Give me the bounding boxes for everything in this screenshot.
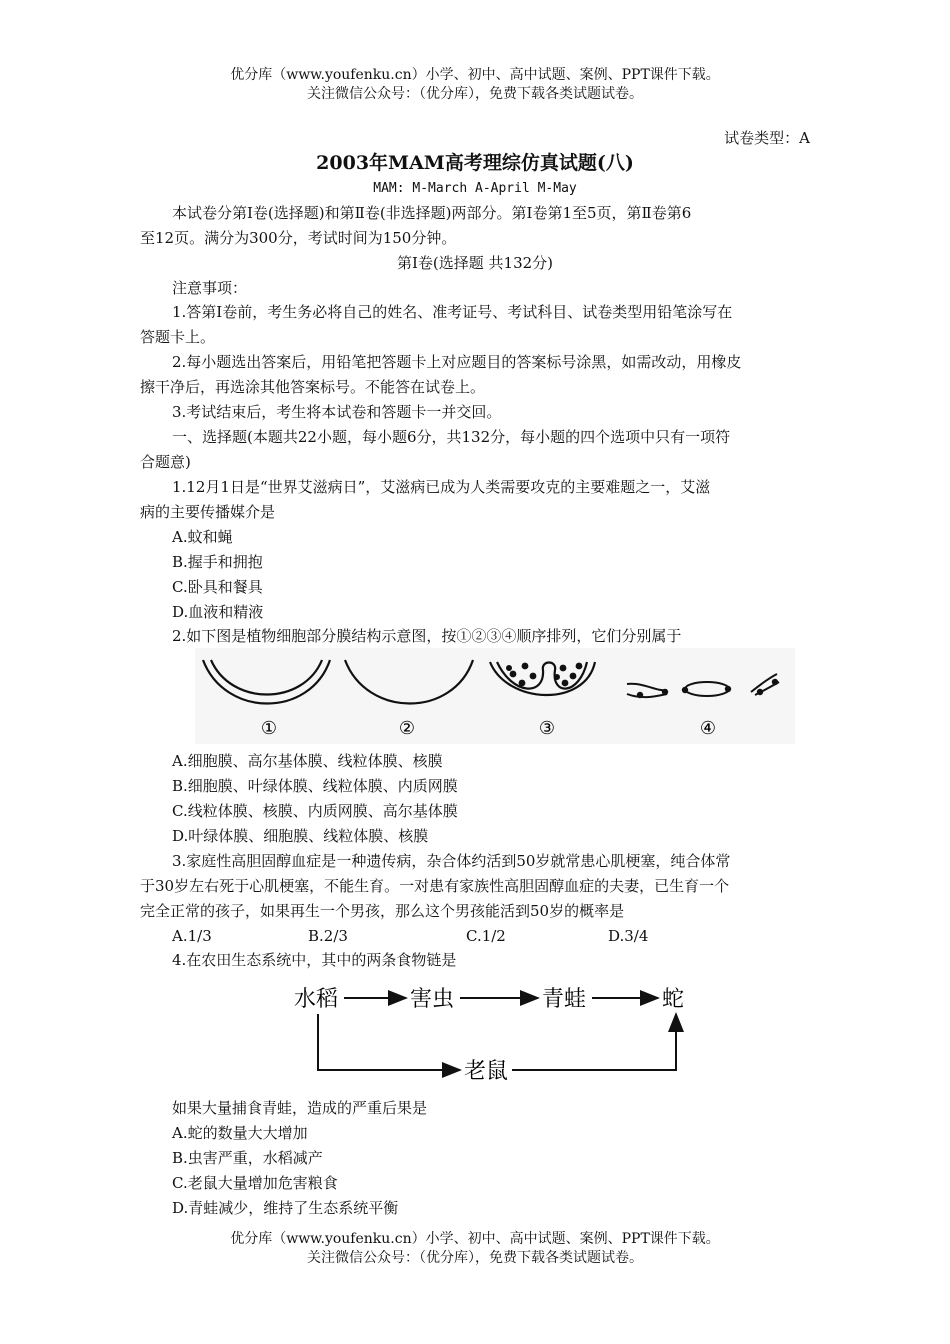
- q1-option-a: A.蚊和蝇: [172, 528, 233, 546]
- paper-type: 试卷类型：A: [724, 129, 810, 147]
- note-1-line-1: 1.答第Ⅰ卷前，考生务必将自己的姓名、准考证号、考试科目、试卷类型用铅笔涂写在: [172, 303, 733, 321]
- q4-follow: 如果大量捕食青蛙，造成的严重后果是: [172, 1099, 428, 1117]
- figure-label-1: ①: [260, 718, 278, 739]
- q4-option-d: D.青蛙减少，维持了生态系统平衡: [172, 1199, 399, 1217]
- food-chain-diagram: [280, 976, 700, 1088]
- header-line-2: 关注微信公众号：（优分库），免费下载各类试题试卷。: [307, 86, 643, 102]
- note-2-line-2: 擦干净后，再选涂其他答案标号。不能答在试卷上。: [140, 378, 486, 396]
- q3-option-d: D.3/4: [608, 927, 649, 945]
- q1-option-d: D.血液和精液: [172, 603, 264, 621]
- note-2-line-1: 2.每小题选出答案后，用铅笔把答题卡上对应题目的答案标号涂黑，如需改动，用橡皮: [172, 353, 742, 371]
- figure-label-4: ④: [699, 718, 717, 739]
- part-1-line-1: 一、选择题(本题共22小题，每小题6分，共132分，每小题的四个选项中只有一项符: [172, 428, 731, 446]
- q4-option-a: A.蛇的数量大大增加: [172, 1124, 308, 1142]
- note-3: 3.考试结束后，考生将本试卷和答题卡一并交回。: [172, 403, 502, 421]
- arrow-rice-mouse: [318, 1014, 460, 1070]
- q2-option-a: A.细胞膜、高尔基体膜、线粒体膜、核膜: [172, 752, 443, 770]
- page-title: 2003年MAM高考理综仿真试题(八): [316, 152, 634, 174]
- chain-mouse: 老鼠: [464, 1059, 509, 1084]
- chain-pest: 害虫: [410, 987, 455, 1012]
- part-1-line-2: 合题意): [140, 453, 191, 471]
- q4-stem: 4.在农田生态系统中，其中的两条食物链是: [172, 951, 457, 969]
- intro-line-2: 至12页。满分为300分，考试时间为150分钟。: [140, 229, 457, 247]
- q1-option-c: C.卧具和餐具: [172, 578, 263, 596]
- footer-line-2: 关注微信公众号：（优分库），免费下载各类试题试卷。: [307, 1250, 643, 1266]
- figure-label-3: ③: [538, 718, 556, 739]
- chain-rice: 水稻: [294, 987, 339, 1012]
- subtitle: MAM: M-March A-April M-May: [373, 181, 577, 196]
- q3-stem-line-2: 于30岁左右死于心肌梗塞，不能生育。一对患有家族性高胆固醇血症的夫妻，已生育一个: [140, 877, 730, 895]
- membrane-structure-figure: [195, 648, 795, 744]
- q3-stem-line-3: 完全正常的孩子，如果再生一个男孩，那么这个男孩能活到50岁的概率是: [140, 902, 625, 920]
- header-line-1: 优分库（www.youfenku.cn）小学、初中、高中试题、案例、PPT课件下载。: [230, 67, 720, 83]
- footer-line-1: 优分库（www.youfenku.cn）小学、初中、高中试题、案例、PPT课件下载。: [230, 1231, 720, 1247]
- section-title: 第Ⅰ卷(选择题 共132分): [396, 254, 554, 272]
- chain-frog: 青蛙: [542, 987, 587, 1012]
- q3-option-c: C.1/2: [466, 927, 506, 945]
- arrow-mouse-snake: [512, 1014, 676, 1070]
- q2-option-d: D.叶绿体膜、细胞膜、线粒体膜、核膜: [172, 827, 429, 845]
- q3-stem-line-1: 3.家庭性高胆固醇血症是一种遗传病，杂合体约活到50岁就常患心肌梗塞，纯合体常: [172, 852, 731, 870]
- figure-label-2: ②: [398, 718, 416, 739]
- q2-option-c: C.线粒体膜、核膜、内质网膜、高尔基体膜: [172, 802, 458, 820]
- q3-option-a: A.1/3: [172, 927, 212, 945]
- q4-option-b: B.虫害严重，水稻减产: [172, 1149, 323, 1167]
- chain-snake: 蛇: [662, 987, 685, 1012]
- q1-option-b: B.握手和拥抱: [172, 553, 263, 571]
- q1-stem-line-2: 病的主要传播媒介是: [140, 503, 276, 521]
- q1-stem-line-1: 1.12月1日是“世界艾滋病日”，艾滋病已成为人类需要攻克的主要难题之一，艾滋: [172, 478, 711, 496]
- q4-option-c: C.老鼠大量增加危害粮食: [172, 1174, 338, 1192]
- note-1-line-2: 答题卡上。: [140, 328, 216, 346]
- notes-heading: 注意事项：: [172, 279, 248, 297]
- q2-stem: 2.如下图是植物细胞部分膜结构示意图，按①②③④顺序排列，它们分别属于: [172, 627, 682, 645]
- q3-option-b: B.2/3: [308, 927, 348, 945]
- q2-option-b: B.细胞膜、叶绿体膜、线粒体膜、内质网膜: [172, 777, 458, 795]
- intro-line-1: 本试卷分第Ⅰ卷(选择题)和第Ⅱ卷(非选择题)两部分。第Ⅰ卷第1至5页，第Ⅱ卷第6: [172, 204, 692, 222]
